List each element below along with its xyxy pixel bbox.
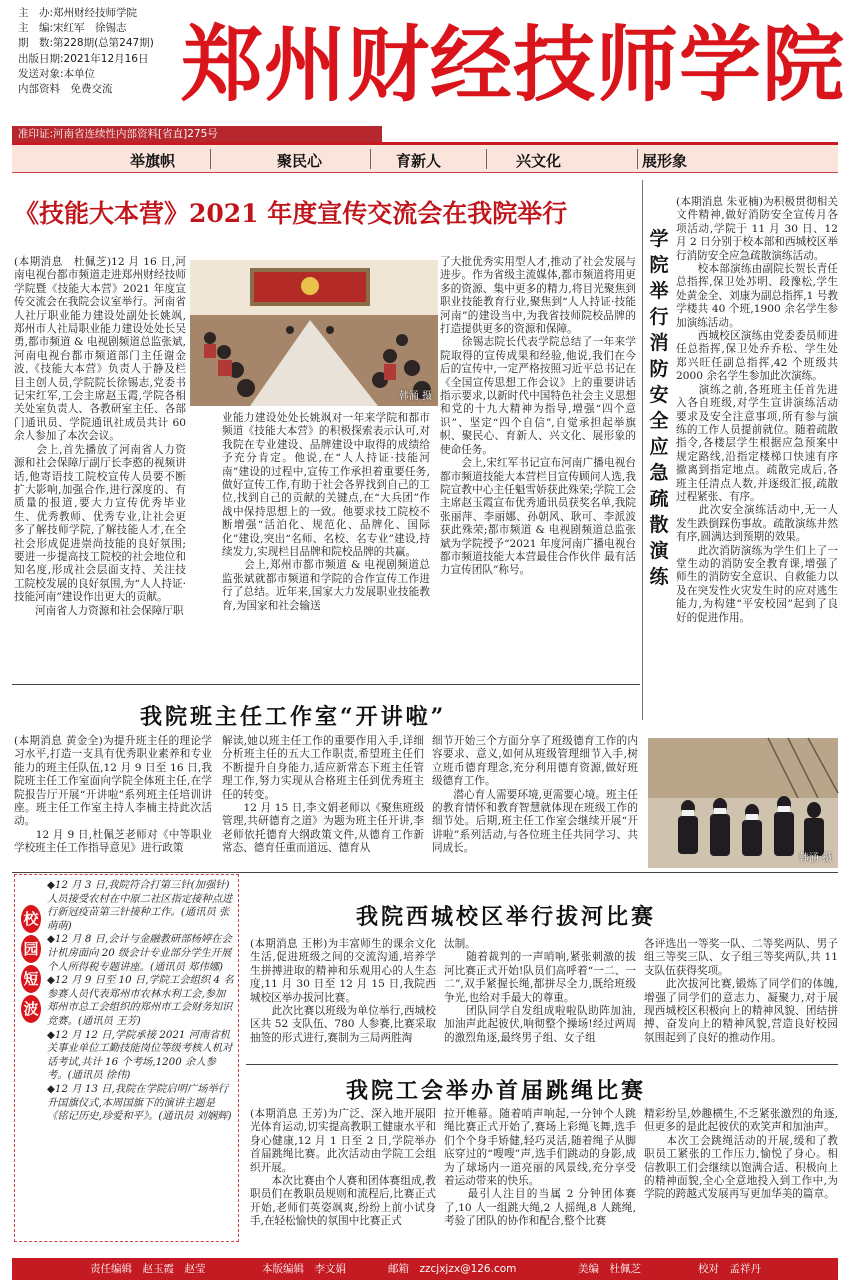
paragraph: 细节开始三个方面分享了班级德育工作的内容要求、意义,如何从班级管理细节入手,树立班币德育理念,充分利用德育资源,做好班级德育工作。: [432, 735, 638, 788]
headline-char: 学: [649, 228, 669, 250]
paragraph: 会上,首先播放了河南省人力资源和社会保障厅副厅长李憨的视频讲话,他寄语技工院校宣传人员要不断扩大影响,加强合作,进行深度的、有质量的报道,要大力宣传优秀毕业生、优秀教师、优秀专业,让社会更多了解技师学院,了解技能人才,在全社会形成促进崇尚技能的良好氛围;要进一步提高技工院校的社会地位和知名度,形成社会层面支持、关注技工院校发展的良好氛围,为“人人持证·技能河南”建设作出更大的贡献。: [14, 443, 186, 604]
campus-shorts-tag: 校: [21, 905, 41, 933]
headline-char: 练: [649, 566, 669, 588]
banzhuren-column-1: [14, 735, 212, 867]
banzhuren-column-2: [222, 735, 424, 867]
tug-of-war-column-3: [644, 938, 838, 1058]
paragraph: 此次消防演练为学生们上了一堂生动的消防安全教育课,增强了师生的消防安全意识、自救能力以及在突发性火灾发生时的应对逃生能力,为构建“平安校园”起到了良好的促进作用。: [676, 544, 838, 624]
footer-editor: 责任编辑 赵玉霞 赵莹: [90, 1263, 206, 1275]
meeting-photo: [190, 260, 438, 406]
section-rule: [12, 684, 640, 685]
paragraph: (本期消息 黄金全)为提升班主任的理论学习水平,打造一支具有优秀职业素养和专业能力的班主任队伍,12 月 9 日至 16 日,我院班主任工作室面向学院全体班主任,在学院报告厅开展“开讲啦”系列班主任培训讲座。班主任工作室主持人李楠主持此次活动。: [14, 735, 212, 828]
section-rule: [246, 1064, 838, 1065]
tug-of-war-column-1: [250, 938, 436, 1058]
paragraph: 此次安全演练活动中,无一人发生跌倒踩伤事故。疏散演练井然有序,圆满达到预期的效果。: [676, 504, 838, 544]
paragraph: 12 月 9 日,杜佩芝老师对《中等职业学校班主任工作指导意见》进行政策: [14, 828, 212, 855]
paragraph: 会上,宋红军书记宣布河南广播电视台都市频道技能大本营栏目宣传顾问人选,我院宣教中心主任魁雪娇获此殊荣;学院工会主席赵玉霞宣布优秀通讯员获奖名单,我院张丽萍、李丽娜、孙朝风、耿可、李派波获此殊荣;都市频道 & 电视剧频道总监张斌为学院授予“2021 年度河南广播电视台都市频道技能大本营最佳合作伙伴 最有活力宣传团队”称号。: [440, 457, 636, 577]
paragraph: 校本部演练由副院长贺长青任总指挥,保卫处苏明、段豫松,学生处黄金全、刘康为副总指挥,1 号教学楼共 40 个班,1900 余名学生参加演练活动。: [676, 263, 838, 329]
paragraph: 拉开帷幕。随着哨声响起,一分钟个人跳绳比赛正式开始了,赛场上彩绳飞舞,选手们个个身手矫健,轻巧灵活,随着绳子从脚底穿过的“嗖嗖”声,选手们跳动的身影,成为了球场内一道亮丽的风景线,充分享受着运动带来的快乐。: [444, 1108, 636, 1188]
banzhuren-column-3: [432, 735, 638, 867]
meta-line: 内部资料 免费交流: [18, 83, 113, 96]
paragraph: 各评选出一等奖一队、二等奖两队、男子组三等奖三队、女子组三等奖两队,共 11 支队伍获得奖项。: [644, 938, 838, 977]
campus-shorts-box: [14, 874, 239, 1242]
paragraph: 河南省人力资源和社会保障厅职: [14, 604, 184, 617]
list-item: ◆12 月 8 日,会计与金融教研部杨婷在会计机房面向 20 级会计专业部分学生开展个人所得税专题讲座。(通讯员 郑伟娜): [47, 933, 232, 973]
meta-line: 发送对象:本单位: [18, 67, 96, 80]
section-rule: [12, 872, 838, 873]
headline-char: 安: [649, 384, 669, 406]
paragraph: (本期消息 王彬)为丰富师生的课余文化生活,促进班级之间的交流沟通,培养学生拼搏进取的精神和乐观用心的人生态度,11 月 30 日至 12 月 15 日,我院西城校区举办拔河比赛。: [250, 938, 436, 1004]
paragraph: 此次拔河比赛,锻炼了同学们的体魄,增强了同学们的意志力、凝聚力,对于展现西城校区积极向上的精神风貌、团结拼搏、奋发向上的精神风貌,营造良好校园氛围起到了良好的推动作用。: [644, 978, 838, 1044]
headline-char: 演: [649, 540, 669, 562]
paragraph: (本期消息 杜佩芝)12 月 16 日,河南电视台都市频道走进郑州财经技师学院暨《技能大本营》2021 年度宣传交流会在我院会议室举行。河南省人社厅职业能力建设处副处长姚飒,郑州市人社局职业能力建设处处长吴勇,都市频道 & 电视剧频道总监张斌,河南电视台都市频道部门主任谢金波,《技能大本营》负责人于静及栏目主创人员,学院院长徐锡志,党委书记宋红军,工会主席赵玉霞,学院各相关处室负责人、各教研室主任、各部门通讯员、学院通讯社成员共计 60 余人参加了本次会议。: [14, 256, 186, 443]
tug-of-war-headline: 我院西城校区举行拔河比赛: [356, 904, 657, 930]
tug-of-war-column-2: [444, 938, 636, 1058]
column-divider: [642, 180, 643, 720]
campus-shorts-tag: 短: [21, 965, 41, 993]
paragraph: 团队同学自发组成啦啦队助阵加油,加油声此起彼伏,响彻整个操场!经过两周的激烈角逐,最终男子组、女子组: [444, 1005, 636, 1044]
slogan-item: 展形象: [642, 152, 688, 170]
photo-caption: 韩涌 摄: [798, 853, 832, 864]
headline-char: 散: [649, 514, 669, 536]
footer-layout-editor: 本版编辑 李文娟: [262, 1263, 346, 1275]
headline-char: 举: [649, 280, 669, 302]
list-item: ◆12 月 13 日,我院在学院启明广场举行升国旗仪式,本周国旗下的演讲主题是《铭记历史,珍爱和平》。(通讯员 刘娴辉): [47, 1082, 232, 1123]
newspaper-title: 郑州财经技师学院: [181, 16, 846, 113]
jump-rope-headline: 我院工会举办首届跳绳比赛: [346, 1078, 647, 1104]
divider: [370, 149, 371, 169]
headline-char: 消: [649, 332, 669, 354]
paragraph: 徐锡志院长代表学院总结了一年来学院取得的宣传成果和经验,他说,我们在今后的宣传中,一定严格按照习近平总书记在《全国宣传思想工作会议》上的重要讲话指示要求,以新时代中国特色社会主义思想和党的十九大精神为指导,增强“四个意识”、坚定“四个自信”,自觉承担起举旗帜、聚民心、育新人、兴文化、展形象的使命任务。: [440, 336, 636, 456]
lead-column-3: [440, 256, 636, 670]
slogan-item: 举旗帜: [130, 152, 176, 170]
paragraph: 本次工会跳绳活动的开展,缓和了教职员工紧张的工作压力,愉悦了身心。相信教职工们会继续以饱满合适、积极向上的精神面貌,全心全意地投入到工作中,为学院的跨越式发展再写更加华美的篇章。: [644, 1134, 838, 1201]
paragraph: (本期消息 王芳)为广泛、深入地开展阳光体育运动,切实提高教职工健康水平和身心健康,12 月 1 日至 2 日,学院举办首届跳绳比赛。此次活动由学院工会组织开展。: [250, 1108, 436, 1174]
headline-char: 防: [649, 358, 669, 380]
paragraph: 本次比赛由个人赛和团体赛组成,教职员们在教职员规则和流程后,比赛正式开始,老师们英姿飒爽,纷纷上前小试身手,在轻松愉快的氛围中比赛正式: [250, 1175, 436, 1228]
campus-shorts-tag: 波: [21, 995, 41, 1023]
meta-line: 出版日期:2021年12月16日: [18, 52, 149, 65]
paragraph: 随着裁判的一声哨响,紧张刺激的拔河比赛正式开始!队员们高呼着“一二、一二”,双手紧握长绳,都拼尽全力,既给班级争光,也给对手最大的尊重。: [444, 951, 636, 1004]
meta-line: 主 编:宋红军 徐锡志: [18, 22, 127, 35]
banzhuren-headline: 我院班主任工作室“开讲啦”: [140, 704, 447, 730]
paragraph: 潜心育人需要环境,更需要心境。班主任的教育情怀和教育智慧就体现在班级工作的细节处。后期,班主任工作室会继续开展“开讲啦”系列活动,与各位班主任共同学习、共同成长。: [432, 788, 638, 855]
campus-shorts-list: [47, 879, 235, 1124]
footer-bar: [12, 1258, 838, 1280]
headline-char: 院: [649, 254, 669, 276]
print-permit: 准印证:河南省连续性内部资料[省直]275号: [12, 126, 382, 142]
fire-drill-column: [676, 196, 838, 624]
paragraph: 西城校区演练由党委委员师进任总指挥,保卫处乔乔松、学生处郑兴旺任副总指挥,42 个班级共 2000 余名学生参加此次演练。: [676, 330, 838, 383]
slogan-item: 兴文化: [516, 152, 562, 170]
paragraph: 汰制。: [444, 938, 476, 950]
meeting-photo-image: [190, 260, 438, 406]
headline-char: 全: [649, 410, 669, 432]
paragraph: 了大批优秀实用型人才,推动了社会发展与进步。作为省级主流媒体,都市频道将用更多的资源、集中更多的精力,将目光聚焦到职业技能教育行业,聚焦到“人人持证·技能河南”的建设当中,为我省技师院校品牌的打造提供更多的资源和保障。: [440, 256, 636, 336]
slogan-item: 育新人: [396, 152, 442, 170]
lead-column-1: [14, 256, 186, 617]
divider: [637, 149, 638, 169]
lead-column-2: [222, 412, 430, 670]
footer-art-editor: 美编 杜佩芝: [578, 1263, 641, 1275]
paragraph: 最引人注目的当属 2 分钟团体赛了,10 人一组跳大绳,2 人摇绳,8 人跳绳,考验了团队的协作和配合,整个比赛: [444, 1188, 636, 1228]
headline-char: 疏: [649, 488, 669, 510]
paragraph: 12 月 15 日,李文娟老师以《聚焦班级管理,共研德育之道》为题为班主任开讲,李老师依托德育大纲政策文件,从德育工作新常态、德育任重而道远、德育从: [222, 802, 424, 855]
meta-line: 主 办:郑州财经技师学院: [18, 7, 138, 19]
lead-headline: 《技能大本营》2021 年度宣传交流会在我院举行: [14, 199, 568, 228]
list-item: ◆12 月 12 日,学院承接 2021 河南省机关事业单位工勤技能岗位等级考核人机对话考试,共计 16 个考场,1200 余人参考。(通讯员 徐伟): [47, 1028, 233, 1082]
jump-rope-column-1: [250, 1108, 436, 1244]
paragraph: 会上,郑州市都市频道 & 电视剧频道总监张斌就都市频道和学院的合作宣传工作进行了总结。近年来,国家大力发展职业技能教育,为国家和社会输送: [222, 559, 430, 612]
campus-shorts-tag: 园: [21, 935, 41, 963]
list-item: ◆12 月 9 日至 10 日,学院工会组织 4 名参赛人员代表郑州市农林水利工会,参加郑州市总工会组织的郑州市工会财务知识竞赛。(通讯员 王芳): [47, 974, 234, 1027]
paragraph: 精彩纷呈,妙趣横生,不乏紧张激烈的角逐,但更多的是此起彼伏的欢笑声和加油声。: [644, 1108, 838, 1134]
paragraph: 演练之前,各班班主任首先进入各自班级,对学生宣讲演练活动要求及安全注意事项,所有参与演练的工作人员提前就位。随着疏散指令,各楼层学生根据应急预案中规定路线,沿指定楼梯口快速有序撤离到指定地点。疏散完成后,各班主任清点人数,并逐级汇报,疏散过程紧张、有序。: [676, 383, 838, 503]
list-item: ◆12 月 3 日,我院符合打第三针(加强针)人员接受农村在中原二社区指定接种点进行新冠疫苗第三针接种工作。(通讯员 张萌萌): [47, 879, 233, 932]
paragraph: (本期消息 朱亚楠)为积极贯彻相关文件精神,做好消防安全宣传月各项活动,学院于 11 月 30 日、12 月 2 日分别于校本部和西城校区举行消防安全应急疏散演练活动。: [676, 196, 838, 262]
lead-column-1b: [14, 412, 214, 670]
paragraph: 业能力建设处处长姚飒对一年来学院和都市频道《技能大本营》的积极探索表示认可,对我院在专业建设、品牌建设中取得的成绩给予充分肯定。他说,在“人人持证·技能河南”建设的过程中,宣传工作承担着重要任务,做好宣传工作,有助于社会各界找到自己的工位,找到自己的贡献的关键点,在“大兵团”作战中保持思想上的一致。他要求技工院校不断增强“活泊化、规范化、品牌化、国际化”建设,突出“名师、名校、名专业”建设,持续发力,实现栏目品牌和院校品牌的共赢。: [222, 412, 430, 559]
slogan-item: 聚民心: [277, 152, 323, 170]
fire-drill-column-b: [648, 396, 838, 736]
paragraph: 解读,她以班主任工作的重要作用入手,详细分析班主任的五大工作职责,希望班主任们不断提升自身能力,适应新常态下班主任管理工作,努力实现从合格班主任到优秀班主任的转变。: [222, 735, 424, 801]
jump-rope-column-2: [444, 1108, 636, 1244]
jump-rope-column-3: [644, 1108, 838, 1244]
slogan-bar: [12, 145, 838, 173]
fire-drill-photo: [648, 738, 838, 868]
paragraph: 此次比赛以班级为单位举行,西城校区共 52 支队伍、780 人参赛,比赛采取抽签的形式进行,赛制为三局两胜淘: [250, 1005, 436, 1044]
footer-email: 邮箱 zzcjxjzx@126.com: [388, 1263, 517, 1275]
photo-caption: 韩涌 摄: [398, 391, 432, 402]
divider: [486, 149, 487, 169]
headline-char: 急: [649, 462, 669, 484]
footer-proofreader: 校对 孟祥丹: [698, 1263, 761, 1275]
divider: [210, 149, 211, 169]
headline-char: 应: [649, 436, 669, 458]
meta-line: 期 数:第228期(总第247期): [18, 37, 154, 50]
headline-char: 行: [649, 306, 669, 328]
